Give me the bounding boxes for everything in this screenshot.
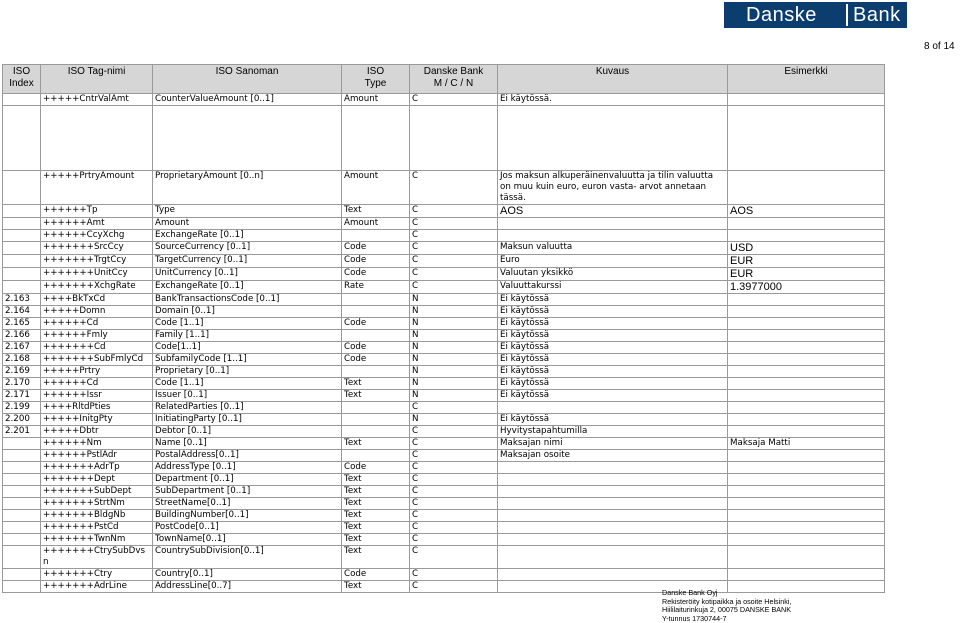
cell-example [728,342,885,354]
cell-iso-type: Code [342,268,410,281]
table-row [3,510,885,522]
cell-example [728,450,885,462]
cell-description [498,486,728,498]
cell-iso-message: TownName[0..1] [153,534,342,546]
cell-example [728,474,885,486]
cell-example [728,402,885,414]
cell-iso-type [342,414,410,426]
cell-iso-type: Rate [342,281,410,294]
cell-danske-mcn: C [410,450,498,462]
cell-description: AOS [498,205,728,218]
cell-iso-message: BankTransactionsCode [0..1] [153,294,342,306]
cell-danske-mcn: C [410,171,498,205]
column-header-example: Esimerkki [728,65,885,94]
cell-iso-type: Text [342,522,410,534]
cell-iso-message: Name [0..1] [153,438,342,450]
cell-description [498,474,728,486]
table-row [3,366,885,378]
table-row [3,281,885,294]
cell-danske-mcn: C [410,426,498,438]
cell-example: AOS [728,205,885,218]
cell-iso-type [342,306,410,318]
cell-description: Ei käytössä [498,366,728,378]
cell-example [728,378,885,390]
cell-iso-message: CounterValueAmount [0..1] [153,94,342,106]
cell-iso-tag: +++++CntrValAmt [41,94,153,106]
cell-iso-tag: +++++++TwnNm [41,534,153,546]
cell-example [728,94,885,106]
table-row [3,330,885,342]
cell-iso-message: Issuer [0..1] [153,390,342,402]
cell-iso-message: BuildingNumber[0..1] [153,510,342,522]
table-header-row [3,65,885,94]
cell-iso-message: TargetCurrency [0..1] [153,255,342,268]
cell-iso-tag: +++++++Cd [41,342,153,354]
cell-iso-index [3,242,41,255]
danske-bank-logo [724,2,907,28]
cell-danske-mcn: C [410,474,498,486]
cell-iso-type [342,450,410,462]
cell-iso-tag: +++++++StrtNm [41,498,153,510]
cell-danske-mcn: C [410,94,498,106]
cell-iso-type: Code [342,342,410,354]
cell-description [498,510,728,522]
cell-description [498,534,728,546]
cell-iso-type: Text [342,378,410,390]
cell-iso-type [342,330,410,342]
cell-example [728,171,885,205]
cell-danske-mcn: C [410,546,498,569]
cell-iso-tag: ++++++Amt [41,218,153,230]
cell-iso-type: Text [342,205,410,218]
cell-iso-tag: +++++PrtryAmount [41,171,153,205]
cell-example [728,106,885,171]
cell-description [498,230,728,242]
table-row [3,106,885,171]
table-row [3,569,885,581]
cell-iso-type: Text [342,546,410,569]
cell-danske-mcn [410,106,498,171]
table-row [3,402,885,414]
cell-iso-tag: ++++RltdPties [41,402,153,414]
cell-iso-type: Amount [342,171,410,205]
cell-iso-index: 2.199 [3,402,41,414]
cell-iso-tag: +++++++CtrySubDvsn [41,546,153,569]
cell-danske-mcn: N [410,390,498,402]
cell-iso-index [3,534,41,546]
cell-danske-mcn: C [410,569,498,581]
cell-iso-tag: +++++++BldgNb [41,510,153,522]
cell-danske-mcn: C [410,255,498,268]
cell-iso-index: 2.170 [3,378,41,390]
table-row [3,354,885,366]
cell-iso-tag: +++++++Dept [41,474,153,486]
cell-iso-type: Code [342,255,410,268]
cell-iso-index [3,268,41,281]
cell-iso-tag: +++++++AdrTp [41,462,153,474]
cell-example [728,354,885,366]
cell-iso-type: Code [342,354,410,366]
cell-iso-index [3,450,41,462]
table-row [3,306,885,318]
table-row [3,94,885,106]
cell-description: Ei käytössä [498,318,728,330]
cell-iso-message: StreetName[0..1] [153,498,342,510]
cell-description: Ei käytössä [498,390,728,402]
cell-iso-message: Country[0..1] [153,569,342,581]
cell-iso-index [3,255,41,268]
cell-danske-mcn: N [410,378,498,390]
cell-example [728,569,885,581]
cell-description: Maksajan osoite [498,450,728,462]
table-row [3,218,885,230]
cell-danske-mcn: C [410,462,498,474]
cell-iso-index [3,581,41,593]
cell-iso-tag: ++++++PstlAdr [41,450,153,462]
cell-description [498,402,728,414]
cell-iso-tag: +++++++Ctry [41,569,153,581]
cell-example [728,498,885,510]
cell-iso-message: PostalAddress[0..1] [153,450,342,462]
table-row [3,522,885,534]
cell-iso-index [3,205,41,218]
table-row [3,230,885,242]
cell-iso-index: 2.167 [3,342,41,354]
cell-iso-type [342,106,410,171]
cell-iso-message [153,106,342,171]
table-row [3,534,885,546]
cell-iso-message: UnitCurrency [0..1] [153,268,342,281]
cell-iso-type: Code [342,318,410,330]
cell-example [728,366,885,378]
cell-example [728,330,885,342]
cell-iso-type: Amount [342,94,410,106]
cell-iso-tag: +++++Prtry [41,366,153,378]
table-row [3,242,885,255]
cell-iso-index [3,486,41,498]
cell-iso-index [3,438,41,450]
cell-example [728,546,885,569]
cell-description: Ei käytössä [498,306,728,318]
cell-iso-type [342,230,410,242]
cell-danske-mcn: N [410,366,498,378]
cell-iso-index [3,510,41,522]
cell-iso-tag [41,106,153,171]
cell-iso-message: Domain [0..1] [153,306,342,318]
cell-iso-index [3,281,41,294]
cell-danske-mcn: C [410,242,498,255]
cell-danske-mcn: N [410,294,498,306]
cell-example [728,306,885,318]
table-row [3,318,885,330]
cell-example [728,462,885,474]
cell-iso-type: Text [342,510,410,522]
cell-description [498,546,728,569]
cell-iso-index [3,462,41,474]
cell-iso-type: Text [342,390,410,402]
cell-iso-type: Text [342,486,410,498]
cell-iso-index [3,474,41,486]
table-row [3,414,885,426]
cell-description: Ei käytössä [498,330,728,342]
cell-iso-message: AddressLine[0..7] [153,581,342,593]
cell-description: Maksajan nimi [498,438,728,450]
cell-example: EUR [728,268,885,281]
cell-danske-mcn: C [410,218,498,230]
cell-iso-message: ProprietaryAmount [0..n] [153,171,342,205]
cell-iso-message: Proprietary [0..1] [153,366,342,378]
cell-iso-index [3,522,41,534]
cell-iso-tag: +++++++SrcCcy [41,242,153,255]
cell-danske-mcn: C [410,534,498,546]
cell-iso-index [3,94,41,106]
page-number: 8 of 14 [924,41,955,52]
cell-iso-index [3,171,41,205]
cell-iso-tag: ++++++CcyXchg [41,230,153,242]
table-row [3,498,885,510]
cell-iso-index: 2.169 [3,366,41,378]
table-row [3,378,885,390]
cell-danske-mcn: N [410,414,498,426]
cell-description: Ei käytössä [498,294,728,306]
table-row [3,294,885,306]
cell-iso-tag: ++++++Issr [41,390,153,402]
cell-iso-message: Department [0..1] [153,474,342,486]
cell-iso-message: SubfamilyCode [1..1] [153,354,342,366]
cell-danske-mcn: C [410,438,498,450]
cell-iso-tag: +++++++SubFmlyCd [41,354,153,366]
table-row [3,342,885,354]
cell-danske-mcn: C [410,281,498,294]
cell-iso-index: 2.168 [3,354,41,366]
iso-message-table [2,64,885,593]
cell-danske-mcn: C [410,402,498,414]
cell-danske-mcn: C [410,498,498,510]
cell-example [728,230,885,242]
table-row [3,486,885,498]
cell-iso-tag: ++++++Nm [41,438,153,450]
cell-example [728,510,885,522]
cell-description: Valuuttakurssi [498,281,728,294]
cell-iso-tag: +++++++XchgRate [41,281,153,294]
cell-danske-mcn: N [410,330,498,342]
cell-description [498,218,728,230]
column-header-iso-type: ISO Type [342,65,410,94]
cell-description: Jos maksun alkuperäinenvaluutta ja tilin valuutta on muu kuin euro, euron vasta- arvot annetaan tässä. [498,171,728,205]
table-row [3,426,885,438]
cell-description [498,498,728,510]
cell-iso-type: Text [342,534,410,546]
cell-iso-type: Text [342,474,410,486]
cell-iso-message: ExchangeRate [0..1] [153,281,342,294]
cell-description [498,106,728,171]
cell-iso-message: InitiatingParty [0..1] [153,414,342,426]
cell-iso-type [342,426,410,438]
cell-description [498,522,728,534]
cell-iso-index: 2.201 [3,426,41,438]
cell-description [498,569,728,581]
table-row [3,205,885,218]
cell-iso-type: Code [342,462,410,474]
cell-iso-tag: +++++Domn [41,306,153,318]
cell-iso-tag: +++++Dbtr [41,426,153,438]
cell-iso-message: Code [1..1] [153,378,342,390]
footer-company-name: Danske Bank Oyj [662,588,718,597]
cell-example [728,390,885,402]
cell-iso-type [342,366,410,378]
cell-iso-index: 2.164 [3,306,41,318]
cell-example: EUR [728,255,885,268]
cell-iso-tag: ++++++Cd [41,378,153,390]
cell-danske-mcn: N [410,354,498,366]
cell-iso-type: Code [342,242,410,255]
column-header-iso-index: ISO Index [3,65,41,94]
cell-danske-mcn: C [410,510,498,522]
footer-registered-office: Rekisteröity kotipaikka ja osoite Helsinki, [662,596,792,606]
table-row [3,462,885,474]
column-header-danske-mcn: Danske Bank M / C / N [410,65,498,94]
table-row [3,546,885,569]
cell-description: Ei käytössä [498,354,728,366]
footer-business-id: Y-tunnus 1730744-7 [662,613,727,623]
cell-example [728,426,885,438]
cell-iso-message: PostCode[0..1] [153,522,342,534]
cell-description: Ei käytössä [498,378,728,390]
cell-iso-type: Text [342,581,410,593]
cell-iso-index [3,218,41,230]
company-footer [662,589,791,623]
cell-description: Ei käytössä. [498,94,728,106]
cell-iso-tag: ++++++Fmly [41,330,153,342]
cell-danske-mcn: C [410,230,498,242]
cell-iso-message: Type [153,205,342,218]
column-header-iso-tag: ISO Tag-nimi [41,65,153,94]
cell-iso-type: Code [342,569,410,581]
cell-danske-mcn: C [410,581,498,593]
cell-iso-type: Amount [342,218,410,230]
footer-address: Hiililaiturinkuja 2, 00075 DANSKE BANK [662,605,792,615]
cell-danske-mcn: N [410,342,498,354]
cell-danske-mcn: C [410,205,498,218]
table-row [3,438,885,450]
cell-iso-tag: ++++++Cd [41,318,153,330]
cell-iso-index [3,106,41,171]
cell-description: Valuutan yksikkö [498,268,728,281]
cell-description: Ei käytössä [498,414,728,426]
cell-danske-mcn: C [410,486,498,498]
cell-description: Hyvitystapahtumilla [498,426,728,438]
cell-iso-message: Family [1..1] [153,330,342,342]
cell-iso-type: Text [342,498,410,510]
cell-iso-type [342,402,410,414]
cell-iso-index: 2.165 [3,318,41,330]
cell-iso-type [342,294,410,306]
cell-iso-message: AddressType [0..1] [153,462,342,474]
logo-word-bank: Bank [853,3,901,26]
cell-example [728,486,885,498]
cell-iso-index [3,230,41,242]
cell-danske-mcn: N [410,306,498,318]
table-row [3,255,885,268]
cell-iso-message: Debtor [0..1] [153,426,342,438]
cell-example: Maksaja Matti [728,438,885,450]
cell-iso-type: Text [342,438,410,450]
cell-iso-index [3,569,41,581]
cell-iso-message: Amount [153,218,342,230]
table-row [3,450,885,462]
cell-description [498,462,728,474]
cell-iso-tag: +++++++TrgtCcy [41,255,153,268]
table-row [3,390,885,402]
cell-iso-index: 2.200 [3,414,41,426]
cell-example [728,534,885,546]
cell-iso-message: SourceCurrency [0..1] [153,242,342,255]
cell-example [728,522,885,534]
cell-iso-tag: +++++InitgPty [41,414,153,426]
cell-danske-mcn: C [410,522,498,534]
logo-word-danske: Danske [746,3,817,26]
cell-iso-tag: +++++++UnitCcy [41,268,153,281]
cell-example [728,318,885,330]
cell-danske-mcn: C [410,268,498,281]
table-row [3,171,885,205]
cell-iso-tag: +++++++AdrLine [41,581,153,593]
column-header-description: Kuvaus [498,65,728,94]
cell-iso-tag: +++++++PstCd [41,522,153,534]
cell-example [728,294,885,306]
cell-iso-message: CountrySubDivision[0..1] [153,546,342,569]
cell-example: 1.3977000 [728,281,885,294]
cell-iso-message: SubDepartment [0..1] [153,486,342,498]
cell-iso-message: Code[1..1] [153,342,342,354]
cell-description: Maksun valuutta [498,242,728,255]
cell-iso-message: RelatedParties [0..1] [153,402,342,414]
cell-iso-index [3,546,41,569]
cell-iso-index: 2.166 [3,330,41,342]
cell-iso-index [3,498,41,510]
cell-iso-message: ExchangeRate [0..1] [153,230,342,242]
cell-danske-mcn: N [410,318,498,330]
table-row [3,268,885,281]
cell-description: Ei käytössä [498,342,728,354]
cell-iso-tag: ++++++Tp [41,205,153,218]
cell-iso-tag: ++++BkTxCd [41,294,153,306]
cell-example [728,218,885,230]
cell-iso-index: 2.171 [3,390,41,402]
cell-example [728,414,885,426]
cell-iso-message: Code [1..1] [153,318,342,330]
column-header-iso-message: ISO Sanoman [153,65,342,94]
cell-iso-index: 2.163 [3,294,41,306]
cell-iso-tag: +++++++SubDept [41,486,153,498]
cell-description: Euro [498,255,728,268]
cell-example: USD [728,242,885,255]
table-row [3,474,885,486]
